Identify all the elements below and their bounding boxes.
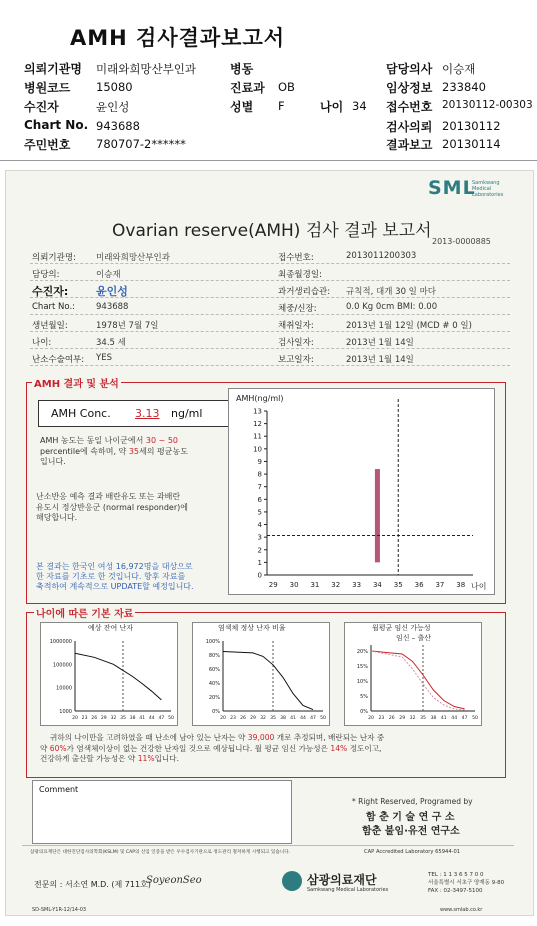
para-line: 난소반응 예측 결과 배란유도 또는 과배란	[36, 492, 181, 501]
x-tick-label: 20	[72, 716, 78, 721]
y-tick-label: 1	[257, 558, 262, 567]
logo-sub-line: Laboratories	[472, 192, 504, 198]
x-tick-label: 38	[430, 716, 437, 721]
x-tick-label: 36	[414, 581, 424, 589]
x-tick-label: 23	[230, 716, 236, 721]
report-title: Ovarian reserve(AMH) 검사 결과 보고서	[112, 221, 432, 241]
y-tick-label: 12	[253, 420, 262, 429]
x-tick-label: 44	[451, 716, 458, 721]
mini-chart-title: 염색체 정상 난자 비율	[218, 624, 286, 632]
y-tick-label: 40%	[208, 681, 220, 687]
contact-line: 서울특별시 서초구 양재동 9-80	[428, 880, 505, 886]
eggs-series-line	[75, 653, 161, 700]
info-value: 이승재	[96, 270, 121, 280]
divider	[30, 297, 510, 298]
note-line: 본 결과는 한국인 여성 16,972명을 대상으로	[36, 562, 193, 571]
amh-y-label: AMH(ng/ml)	[236, 394, 284, 403]
info-label: 나이:	[32, 338, 52, 348]
amh-chart	[228, 388, 495, 595]
contact-line: FAX : 02-3497-5100	[428, 888, 483, 894]
amh-chart-svg	[229, 389, 494, 594]
x-tick-label: 50	[472, 716, 478, 721]
x-tick-label: 35	[120, 716, 126, 721]
x-tick-label: 26	[240, 716, 246, 721]
label-age: 나이	[320, 100, 344, 114]
divider	[30, 314, 510, 315]
foundation-name: 삼광의료재단	[307, 873, 377, 887]
info-label: Chart No.:	[32, 302, 76, 312]
info-label: 수진자:	[32, 285, 69, 298]
info-label: 생년월일:	[32, 321, 68, 331]
y-tick-label: 11	[253, 432, 262, 441]
amh-conc-label: AMH Conc.	[51, 407, 111, 420]
contact-info	[428, 871, 504, 895]
value-institution: 미래와희망산부인과	[96, 62, 196, 76]
label-institution: 의뢰기관명	[24, 62, 82, 76]
foundation-logo	[282, 871, 302, 891]
y-tick-label: 5	[257, 508, 262, 517]
x-tick-label: 23	[81, 716, 88, 721]
y-tick-label: 3	[257, 533, 262, 542]
x-tick-label: 35	[420, 716, 426, 721]
age-summary	[40, 733, 502, 765]
series-line-birth	[371, 651, 465, 710]
comment-box	[32, 780, 292, 844]
org-name-2: 함춘 불임·유전 연구소	[362, 826, 460, 837]
x-tick-label: 41	[290, 716, 296, 721]
logo-sub-line: Medical	[472, 186, 492, 192]
x-tick-label: 29	[250, 716, 256, 721]
label-hospital-code: 병원코드	[24, 81, 71, 95]
logo-sub-line: Samkwang	[472, 180, 500, 186]
x-tick-label: 47	[310, 716, 316, 721]
percentile-range: 30 ~ 50	[145, 436, 179, 445]
summary-text: 정도이고,	[349, 743, 382, 753]
divider	[30, 331, 510, 332]
y-tick-label: 10000	[56, 685, 72, 692]
summary-text: 개로 추정되며, 배란되는 난자 중	[276, 733, 385, 742]
y-tick-label: 60%	[208, 667, 220, 673]
summary-pct: 60%	[49, 743, 67, 753]
label-resident-no: 주민번호	[24, 138, 71, 152]
y-tick-label: 1000000	[49, 639, 72, 645]
y-tick-label: 13	[253, 407, 262, 416]
divider	[30, 365, 510, 366]
y-tick-label: 9	[257, 457, 262, 466]
doctor-name: 전문의 : 서소연 M.D. (제 711호)	[34, 880, 151, 889]
label-chart-no: Chart No.	[24, 118, 89, 132]
mini-chart-title: 예상 잔여 난자	[88, 624, 134, 632]
sml-logo-sub	[472, 180, 503, 198]
info-value: 2013년 1월 14일	[346, 355, 414, 365]
footer-url: www.smlab.co.kr	[440, 907, 483, 913]
amh-range-bar	[375, 469, 380, 562]
para-text: 세의 평균농도	[139, 446, 188, 456]
mini-chart-chromosome-svg	[193, 623, 329, 725]
divider	[30, 263, 510, 264]
para-text: percentile에 속하며, 약	[40, 446, 127, 456]
x-tick-label: 35	[393, 581, 403, 589]
amh-section-title: AMH 결과 및 분석	[32, 375, 121, 390]
info-value: YES	[96, 353, 112, 363]
value-resident-no: 780707-2******	[96, 137, 186, 151]
y-tick-label: 20%	[208, 695, 220, 701]
para-text: AMH 농도는 동일 나이군에서	[40, 436, 144, 445]
amh-interpretation	[40, 436, 240, 468]
foundation-name-en: Samkwang Medical Laboratories	[307, 887, 389, 893]
x-tick-label: 32	[409, 716, 416, 721]
para-text: 입니다.	[40, 457, 66, 466]
y-tick-label: 5%	[360, 694, 368, 700]
y-tick-label: 20%	[356, 649, 368, 655]
cert-text: 삼광의료재단은 대한진단검사의학회(KSLM) 및 CAP의 신임 인증을 받은 우수검사기관으로 정도관리 철저하게 시행되고 있습니다.	[30, 850, 291, 855]
equivalent-age: 35	[128, 446, 140, 456]
x-tick-label: 34	[372, 581, 382, 589]
comment-label: Comment	[39, 785, 79, 794]
y-tick-label: 2	[257, 546, 262, 555]
y-tick-label: 0	[257, 571, 262, 580]
x-tick-label: 41	[440, 716, 447, 721]
info-value: 미래와희망산부인과	[96, 253, 170, 263]
para-line: 해당합니다.	[36, 513, 78, 522]
x-tick-label: 30	[289, 581, 299, 589]
summary-pct: 11%	[137, 754, 155, 763]
value-clinical-info: 233840	[442, 80, 486, 94]
label-request-date: 검사의뢰	[386, 120, 433, 134]
divider	[22, 845, 514, 846]
y-tick-label: 6	[257, 495, 262, 504]
label-clinical-info: 임상정보	[386, 81, 433, 95]
value-patient: 윤인성	[96, 100, 130, 114]
info-value: 1978년 7월 7일	[96, 321, 159, 331]
note-line: 한 자료를 기초로 한 것입니다. 향후 자료를	[36, 572, 186, 581]
label-receipt-no: 접수번호	[386, 100, 433, 114]
amh-conc-unit: ng/ml	[171, 407, 203, 420]
x-tick-label: 29	[100, 716, 107, 721]
info-label: 접수번호:	[278, 253, 314, 263]
x-tick-label: 37	[435, 581, 445, 589]
age-section-title: 나이에 따른 기본 자료	[34, 605, 135, 620]
x-tick-label: 50	[168, 716, 174, 721]
y-tick-label: 1000	[59, 709, 72, 715]
label-patient: 수진자	[24, 100, 59, 114]
note-line: 축적하여 계속적으로 UPDATE할 예정입니다.	[36, 582, 194, 591]
info-label: 담당의:	[32, 270, 60, 280]
mini-chart-chromosome	[192, 622, 330, 726]
info-value: 34.5 세	[96, 338, 126, 348]
para-line: 유도시 정상반응군 (normal responder)에	[36, 502, 188, 512]
amh-x-label: 나이	[471, 582, 487, 591]
ovarian-response	[36, 492, 236, 524]
summary-text: 귀하의 나이만을 고려하였을 때 난소에 남아 있는 난자는 약	[50, 733, 246, 742]
value-report-date: 20130114	[442, 137, 501, 151]
footer-code: SD-SML-Y1R-12/14-03	[32, 907, 87, 913]
doctor-signature: SoyeonSeo	[146, 875, 202, 886]
report-doc-number: 2013-0000885	[432, 237, 491, 246]
y-tick-label: 7	[257, 483, 262, 492]
x-tick-label: 44	[300, 716, 306, 721]
x-tick-label: 38	[280, 716, 286, 721]
info-label: 과거생리습관:	[278, 287, 331, 297]
x-tick-label: 26	[91, 716, 98, 721]
value-chart-no: 943688	[96, 119, 140, 133]
info-value: 943688	[96, 302, 129, 312]
y-tick-label: 0%	[212, 709, 220, 715]
x-tick-label: 38	[129, 716, 136, 721]
summary-text: 가 염색체이상이 없는 건강한 난자일 것으로 예상됩니다. 월 평균 임신 가능성은	[66, 743, 328, 753]
y-tick-label: 4	[257, 521, 262, 530]
amh-conc-value: 3.13	[135, 407, 160, 420]
y-tick-label: 100%	[205, 639, 220, 645]
value-doctor: 이승재	[442, 62, 476, 76]
y-tick-label: 8	[257, 470, 262, 479]
summary-text: 약	[40, 743, 48, 753]
x-tick-label: 29	[399, 716, 406, 721]
contact-line: TEL : 1 1 3 6 5 7 0 0	[428, 872, 484, 878]
x-tick-label: 44	[148, 716, 155, 721]
value-request-date: 20130112	[442, 119, 501, 133]
chromosome-series-line	[223, 652, 313, 710]
value-department: OB	[278, 80, 295, 94]
label-department: 진료과	[230, 81, 265, 95]
info-value: 2013년 1월 14일	[346, 338, 414, 348]
info-value: 규칙적, 대개 30 일 마다	[346, 287, 437, 297]
mini-chart-title: 월평균 임신 가능성	[372, 624, 431, 632]
y-tick-label: 15%	[356, 664, 368, 670]
value-receipt-no: 20130112-00303	[442, 99, 533, 111]
org-name-1: 함 춘 기 술 연 구 소	[366, 812, 455, 823]
info-label: 난소수술여부:	[32, 355, 85, 365]
mini-chart-legend: 임신 – 출산	[396, 634, 431, 642]
y-tick-label: 100000	[52, 662, 72, 669]
info-label: 검사일자:	[278, 338, 314, 348]
y-tick-label: 80%	[208, 653, 220, 659]
info-label: 채취일자:	[278, 321, 314, 331]
info-label: 체중/신장:	[278, 304, 317, 314]
x-tick-label: 35	[270, 716, 276, 721]
value-age: 34	[352, 99, 367, 113]
x-tick-label: 50	[320, 716, 326, 721]
info-value-patient: 윤인성	[96, 285, 128, 298]
x-tick-label: 32	[110, 716, 117, 721]
x-tick-label: 33	[352, 581, 362, 589]
divider	[30, 280, 510, 281]
label-report-date: 결과보고	[386, 138, 433, 152]
info-value: 2013년 1월 12일 (MCD # 0 일)	[346, 321, 472, 331]
info-label: 의뢰기관명:	[32, 253, 76, 263]
summary-text: 입니다.	[154, 754, 180, 763]
label-doctor: 담당의사	[386, 62, 433, 76]
x-tick-label: 32	[331, 581, 341, 589]
info-label: 최종월경일:	[278, 270, 322, 280]
cap-text: CAP Accredited Laboratory 65944-01	[364, 849, 461, 855]
info-value: 0.0 Kg 0cm BMI: 0.00	[346, 302, 438, 312]
x-tick-label: 47	[461, 716, 468, 721]
page-title: AMH 검사결과보고서	[70, 26, 286, 50]
y-tick-label: 0%	[360, 709, 368, 715]
x-tick-label: 29	[268, 581, 278, 589]
summary-pct: 14%	[330, 743, 348, 753]
x-tick-label: 32	[260, 716, 266, 721]
x-tick-label: 38	[456, 581, 466, 589]
rights-text: * Right Reserved, Programed by	[352, 797, 473, 806]
summary-text: 건강하게 출산할 가능성은 약	[40, 754, 136, 763]
value-hospital-code: 15080	[96, 80, 133, 94]
amh-conc-box	[38, 400, 246, 427]
x-tick-label: 41	[139, 716, 146, 721]
divider	[30, 348, 510, 349]
label-ward: 병동	[230, 62, 254, 76]
x-tick-label: 20	[220, 716, 226, 721]
data-note	[36, 562, 236, 592]
info-value: 2013011200303	[346, 251, 417, 261]
sml-logo: SML	[428, 177, 476, 199]
header-divider	[0, 160, 537, 161]
x-tick-label: 31	[310, 581, 320, 589]
summary-eggs: 39,000	[247, 733, 275, 742]
x-tick-label: 20	[368, 716, 374, 721]
label-sex: 성별	[230, 100, 254, 114]
x-tick-label: 23	[378, 716, 385, 721]
y-tick-label: 10	[253, 445, 262, 454]
x-tick-label: 47	[158, 716, 165, 721]
series-line-pregnancy	[371, 651, 465, 709]
mini-chart-eggs-svg	[41, 623, 177, 725]
x-tick-label: 26	[388, 716, 395, 721]
value-sex: F	[278, 99, 285, 113]
y-tick-label: 10%	[356, 679, 368, 685]
mini-chart-eggs	[40, 622, 178, 726]
info-label: 보고일자:	[278, 355, 314, 365]
